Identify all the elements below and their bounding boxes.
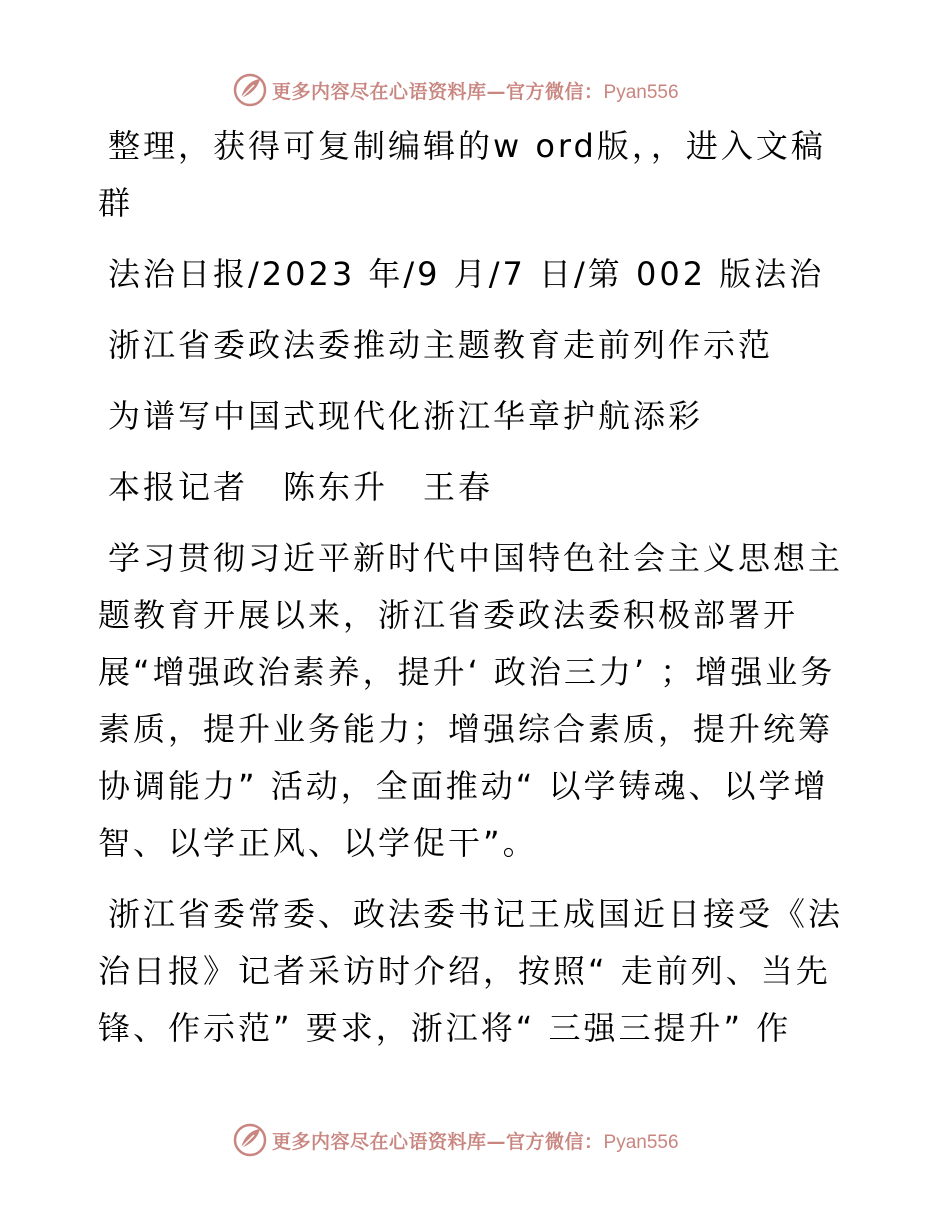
footer-watermark	[232, 1120, 679, 1160]
document-body	[98, 118, 858, 1071]
watermark-text: 更多内容尽在心语资料库—官方微信：Pyan556	[272, 1130, 679, 1153]
leaf-pen-logo-icon	[232, 1122, 268, 1158]
header-watermark	[232, 70, 679, 110]
leaf-pen-logo-icon	[232, 72, 268, 108]
headline: 浙江省委政法委推动主题教育走前列作示范	[108, 326, 774, 364]
paragraph: 法治日报/2023 年/9 月/7 日/第 002 版法治	[108, 255, 825, 293]
watermark-text: 更多内容尽在心语资料库—官方微信：Pyan556	[272, 80, 679, 103]
subheadline: 为谱写中国式现代化浙江华章护航添彩	[108, 397, 704, 435]
paragraph: 学习贯彻习近平新时代中国特色社会主义思想主题教育开展以来，浙江省委政法委积极部署开展“增强政治素养，提升‘ 政治三力’ ；增强业务素质，提升业务能力；增强综合素质，提升统筹协调能力” 活动，全面推动“ 以学铸魂、以学增智、以学正风、以学促干”。	[98, 539, 844, 862]
paragraph: 浙江省委常委、政法委书记王成国近日接受《法治日报》记者采访时介绍，按照“ 走前列、当先锋、作示范” 要求，浙江将“ 三强三提升” 作	[98, 895, 844, 1047]
paragraph: 整理，获得可复制编辑的w ord版，，进入文稿群	[98, 127, 826, 222]
byline: 本报记者 陈东升 王春	[108, 468, 494, 506]
